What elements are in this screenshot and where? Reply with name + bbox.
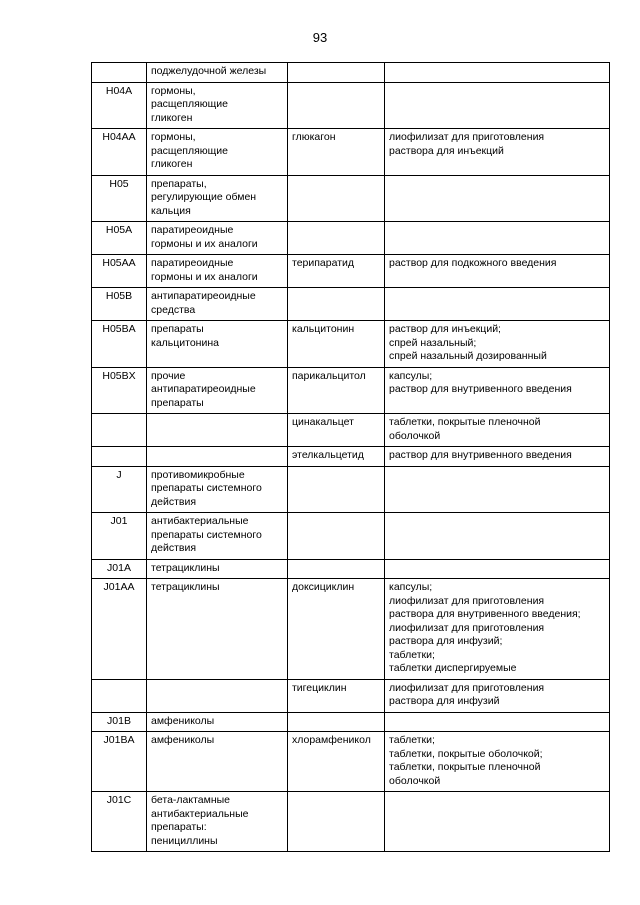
dosage-forms-cell [385,321,610,368]
dosage-form-line: таблетки; [389,734,435,746]
atc-code-cell: J [92,466,147,513]
table-row [92,255,610,288]
dosage-forms-cell [385,222,610,255]
dosage-form-line: раствор для внутривенного введения [389,449,572,461]
table-row [92,513,610,560]
dosage-forms-cell [385,792,610,852]
anatomical-therapeutic-group-cell [147,414,288,447]
table-row [92,129,610,176]
anatomical-therapeutic-group-cell: паратиреоидные гормоны и их аналоги [147,222,288,255]
dosage-forms-cell [385,712,610,732]
drug-name-cell [288,513,385,560]
drug-classification-table [91,62,610,852]
anatomical-therapeutic-group-cell: прочие антипаратиреоидные препараты [147,367,288,414]
dosage-form-line: раствора для инфузий; [389,635,503,647]
dosage-form-line: лиофилизат для приготовления [389,131,545,143]
anatomical-therapeutic-group-cell: препараты кальцитонина [147,321,288,368]
anatomical-therapeutic-group-cell: тетрациклины [147,559,288,579]
drug-name-cell: глюкагон [288,129,385,176]
dosage-form-line: таблетки диспергируемые [389,662,517,674]
anatomical-therapeutic-group-cell: амфениколы [147,712,288,732]
atc-code-cell: H05AA [92,255,147,288]
drug-name-cell: кальцитонин [288,321,385,368]
dosage-form-line: спрей назальный дозированный [389,350,547,362]
dosage-form-line: лиофилизат для приготовления [389,681,545,694]
atc-code-cell: J01B [92,712,147,732]
dosage-form-line: лиофилизат для приготовления [389,621,545,634]
dosage-forms-cell [385,513,610,560]
anatomical-therapeutic-group-cell: препараты, регулирующие обмен кальция [147,175,288,222]
drug-name-cell [288,559,385,579]
dosage-forms-cell [385,63,610,83]
dosage-forms-cell [385,559,610,579]
anatomical-therapeutic-group-cell: амфениколы [147,732,288,792]
dosage-form-line: оболочкой [389,774,441,787]
dosage-form-line: капсулы; [389,581,433,593]
anatomical-therapeutic-group-cell: бета-лактамные антибактериальные препараты: пенициллины [147,792,288,852]
table-row [92,466,610,513]
table-row [92,63,610,83]
table-row [92,414,610,447]
dosage-forms-cell [385,82,610,129]
dosage-form-line: таблетки, покрытые оболочкой; [389,747,543,760]
dosage-form-line: таблетки, покрытые пленочной [389,761,541,773]
drug-name-cell: хлорамфеникол [288,732,385,792]
table-row [92,288,610,321]
drug-name-cell: этелкальцетид [288,447,385,467]
anatomical-therapeutic-group-cell [147,679,288,712]
dosage-forms-cell [385,579,610,680]
dosage-form-line: оболочкой [389,429,441,442]
dosage-forms-cell [385,255,610,288]
atc-code-cell: J01C [92,792,147,852]
dosage-form-line: таблетки; [389,648,435,661]
anatomical-therapeutic-group-cell: противомикробные препараты системного действия [147,466,288,513]
table-row [92,679,610,712]
drug-name-cell: тигециклин [288,679,385,712]
drug-name-cell [288,82,385,129]
table-row [92,447,610,467]
table-body [92,63,610,852]
dosage-form-line: раствора для внутривенного введения; [389,608,581,620]
table-row [92,222,610,255]
anatomical-therapeutic-group-cell: гормоны, расщепляющие гликоген [147,129,288,176]
dosage-form-line: лиофилизат для приготовления [389,594,545,607]
atc-code-cell [92,63,147,83]
atc-code-cell: H05B [92,288,147,321]
table-row [92,321,610,368]
table-row [92,175,610,222]
anatomical-therapeutic-group-cell: тетрациклины [147,579,288,680]
dosage-forms-cell [385,288,610,321]
dosage-forms-cell [385,466,610,513]
atc-code-cell [92,414,147,447]
drug-name-cell: доксициклин [288,579,385,680]
drug-name-cell [288,712,385,732]
atc-code-cell: H04A [92,82,147,129]
anatomical-therapeutic-group-cell: антипаратиреоидные средства [147,288,288,321]
drug-name-cell [288,63,385,83]
anatomical-therapeutic-group-cell [147,447,288,467]
dosage-forms-cell [385,679,610,712]
table-row [92,732,610,792]
atc-code-cell: H05BA [92,321,147,368]
dosage-forms-cell [385,414,610,447]
drug-name-cell [288,288,385,321]
anatomical-therapeutic-group-cell: гормоны, расщепляющие гликоген [147,82,288,129]
dosage-forms-cell [385,129,610,176]
dosage-form-line: таблетки, покрытые пленочной [389,416,541,428]
table-row [92,792,610,852]
drug-name-cell: парикальцитол [288,367,385,414]
table-row [92,579,610,680]
dosage-form-line: капсулы; [389,369,433,382]
drug-name-cell: терипаратид [288,255,385,288]
atc-code-cell: H05BX [92,367,147,414]
table-row [92,712,610,732]
drug-name-cell [288,792,385,852]
atc-code-cell [92,447,147,467]
drug-name-cell [288,222,385,255]
drug-name-cell [288,175,385,222]
atc-code-cell: J01BA [92,732,147,792]
table-row [92,82,610,129]
atc-code-cell [92,679,147,712]
dosage-forms-cell [385,447,610,467]
atc-code-cell: J01 [92,513,147,560]
dosage-form-line: раствор для инъекций; [389,323,501,335]
dosage-form-line: раствора для инъекций [389,144,504,157]
atc-code-cell: H05A [92,222,147,255]
dosage-forms-cell [385,732,610,792]
page-number: 93 [312,30,328,45]
anatomical-therapeutic-group-cell: паратиреоидные гормоны и их аналоги [147,255,288,288]
atc-code-cell: H05 [92,175,147,222]
table-row [92,559,610,579]
drug-name-cell [288,466,385,513]
dosage-forms-cell [385,175,610,222]
dosage-form-line: раствора для инфузий [389,695,500,707]
drug-name-cell: цинакальцет [288,414,385,447]
table-row [92,367,610,414]
dosage-form-line: раствор для внутривенного введения [389,383,572,395]
dosage-form-line: раствор для подкожного введения [389,257,557,269]
atc-code-cell: J01AA [92,579,147,680]
dosage-form-line: спрей назальный; [389,336,477,349]
anatomical-therapeutic-group-cell: антибактериальные препараты системного действия [147,513,288,560]
atc-code-cell: J01A [92,559,147,579]
anatomical-therapeutic-group-cell: поджелудочной железы [147,63,288,83]
dosage-forms-cell [385,367,610,414]
atc-code-cell: H04AA [92,129,147,176]
